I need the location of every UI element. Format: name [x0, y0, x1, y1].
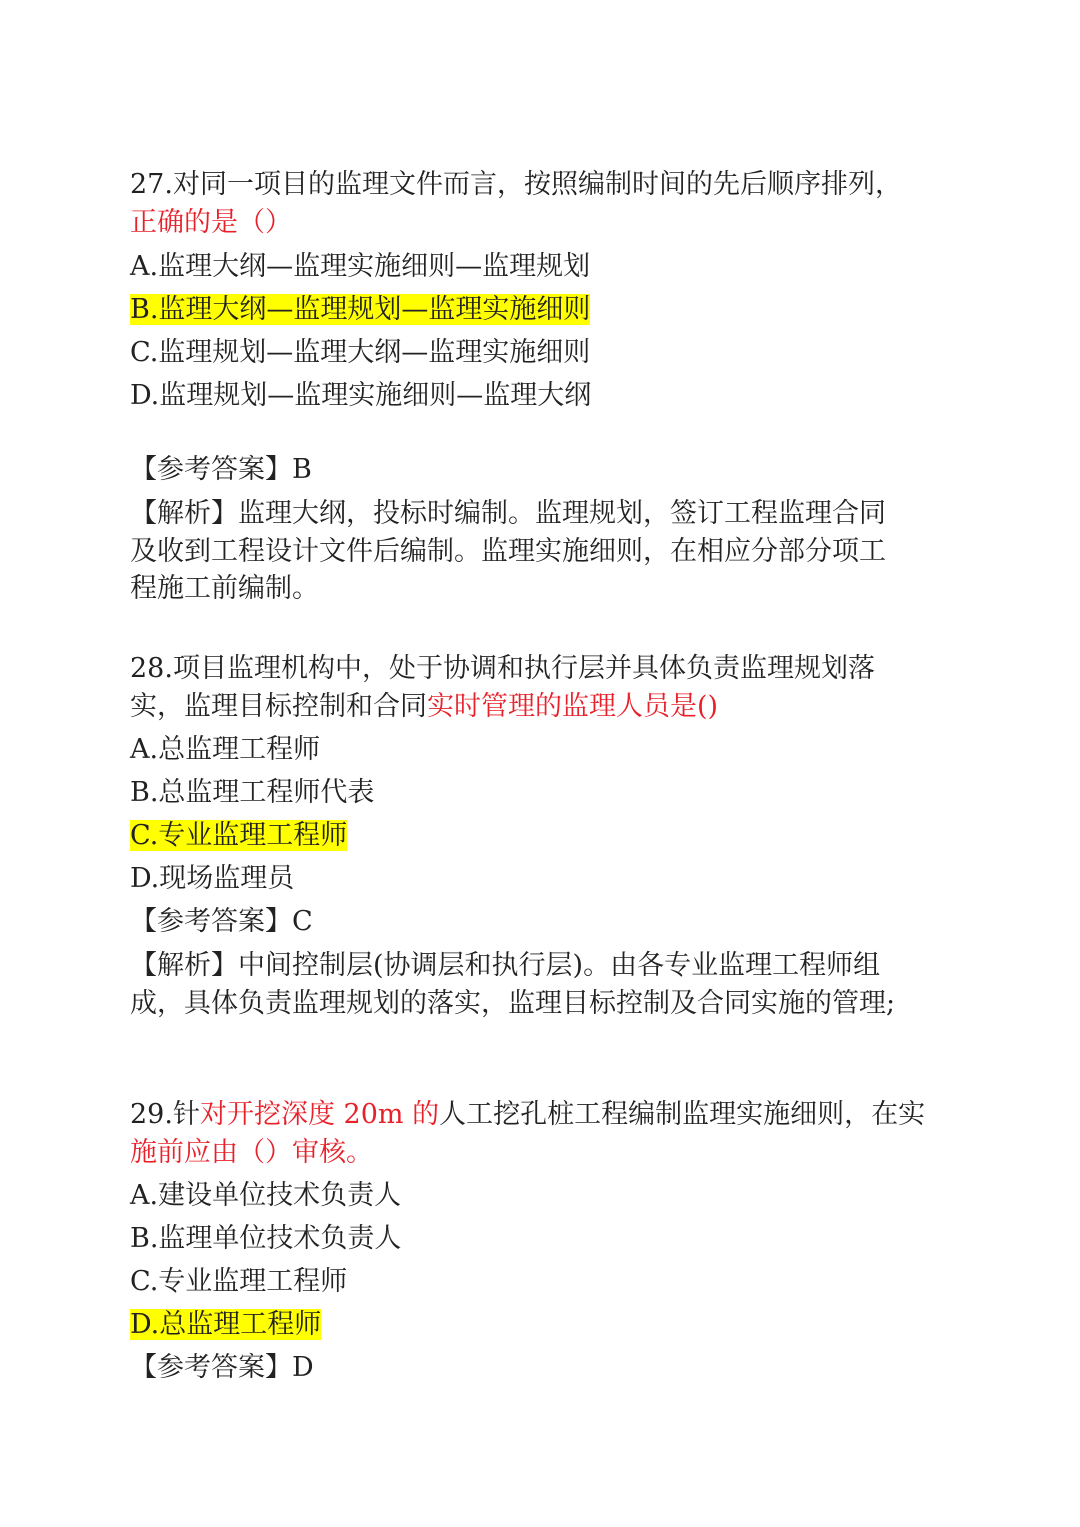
question-29-option-b: B.监理单位技术负责人: [130, 1223, 402, 1254]
question-29-stem-rest: 人工挖孔桩工程编制监理实施细则，在实: [439, 1099, 926, 1130]
question-27-explanation-line1: 【解析】监理大纲，投标时编制。监理规划，签订工程监理合同: [130, 498, 886, 529]
question-28-explanation-line1: 【解析】中间控制层(协调层和执行层)。由各专业监理工程师组: [130, 950, 881, 981]
question-29-stem-line2: [130, 1134, 373, 1172]
question-28-explanation-line2: 成，具体负责监理规划的落实，监理目标控制及合同实施的管理;: [130, 988, 896, 1019]
question-28-stem-plain: 实，监理目标控制和合同: [130, 691, 427, 722]
question-29-stem-emphasis-2: 施前应由（）审核。: [130, 1137, 373, 1168]
question-28-option-a: A.总监理工程师: [130, 734, 321, 765]
question-28-option-c-correct: [130, 817, 347, 855]
question-29-option-d-correct: [130, 1306, 321, 1344]
question-28-option-b: B.总监理工程师代表: [130, 777, 375, 808]
question-27-answer: 【参考答案】B: [130, 454, 312, 485]
question-27-option-c: C.监理规划—监理大纲—监理实施细则: [130, 337, 591, 368]
question-29-stem-prefix: 29.针: [130, 1099, 200, 1130]
question-29-option-c: C.专业监理工程师: [130, 1266, 348, 1297]
question-29-stem-line1: [130, 1096, 925, 1134]
question-28-stem-line1: 28.项目监理机构中，处于协调和执行层并具体负责监理规划落: [130, 653, 875, 684]
question-28-answer: 【参考答案】C: [130, 906, 313, 937]
question-27-stem-emphasis: 正确的是（）: [130, 207, 292, 238]
question-27-explanation-line2: 及收到工程设计文件后编制。监理实施细则，在相应分部分项工: [130, 536, 886, 567]
correct-option-highlight: D.总监理工程师: [130, 1309, 322, 1340]
question-29-stem-emphasis: 对开挖深度 20m 的: [199, 1099, 440, 1130]
question-28-stem-emphasis: 实时管理的监理人员是(): [427, 691, 719, 722]
question-27-option-d: D.监理规划—监理实施细则—监理大纲: [130, 380, 592, 411]
question-27-option-b-correct: [130, 291, 590, 329]
question-27-stem-line2: [130, 204, 292, 242]
question-27-option-a: A.监理大纲—监理实施细则—监理规划: [130, 251, 591, 282]
question-29-option-a: A.建设单位技术负责人: [130, 1180, 402, 1211]
question-27-stem-line1: 27.对同一项目的监理文件而言，按照编制时间的先后顺序排列，: [130, 169, 902, 200]
correct-option-highlight: C.专业监理工程师: [130, 820, 348, 851]
question-27-explanation-line3: 程施工前编制。: [130, 573, 319, 604]
question-28-stem-line2: [130, 688, 718, 726]
correct-option-highlight: B.监理大纲—监理规划—监理实施细则: [130, 294, 591, 325]
question-28-option-d: D.现场监理员: [130, 863, 295, 894]
question-29-answer: 【参考答案】D: [130, 1352, 314, 1383]
